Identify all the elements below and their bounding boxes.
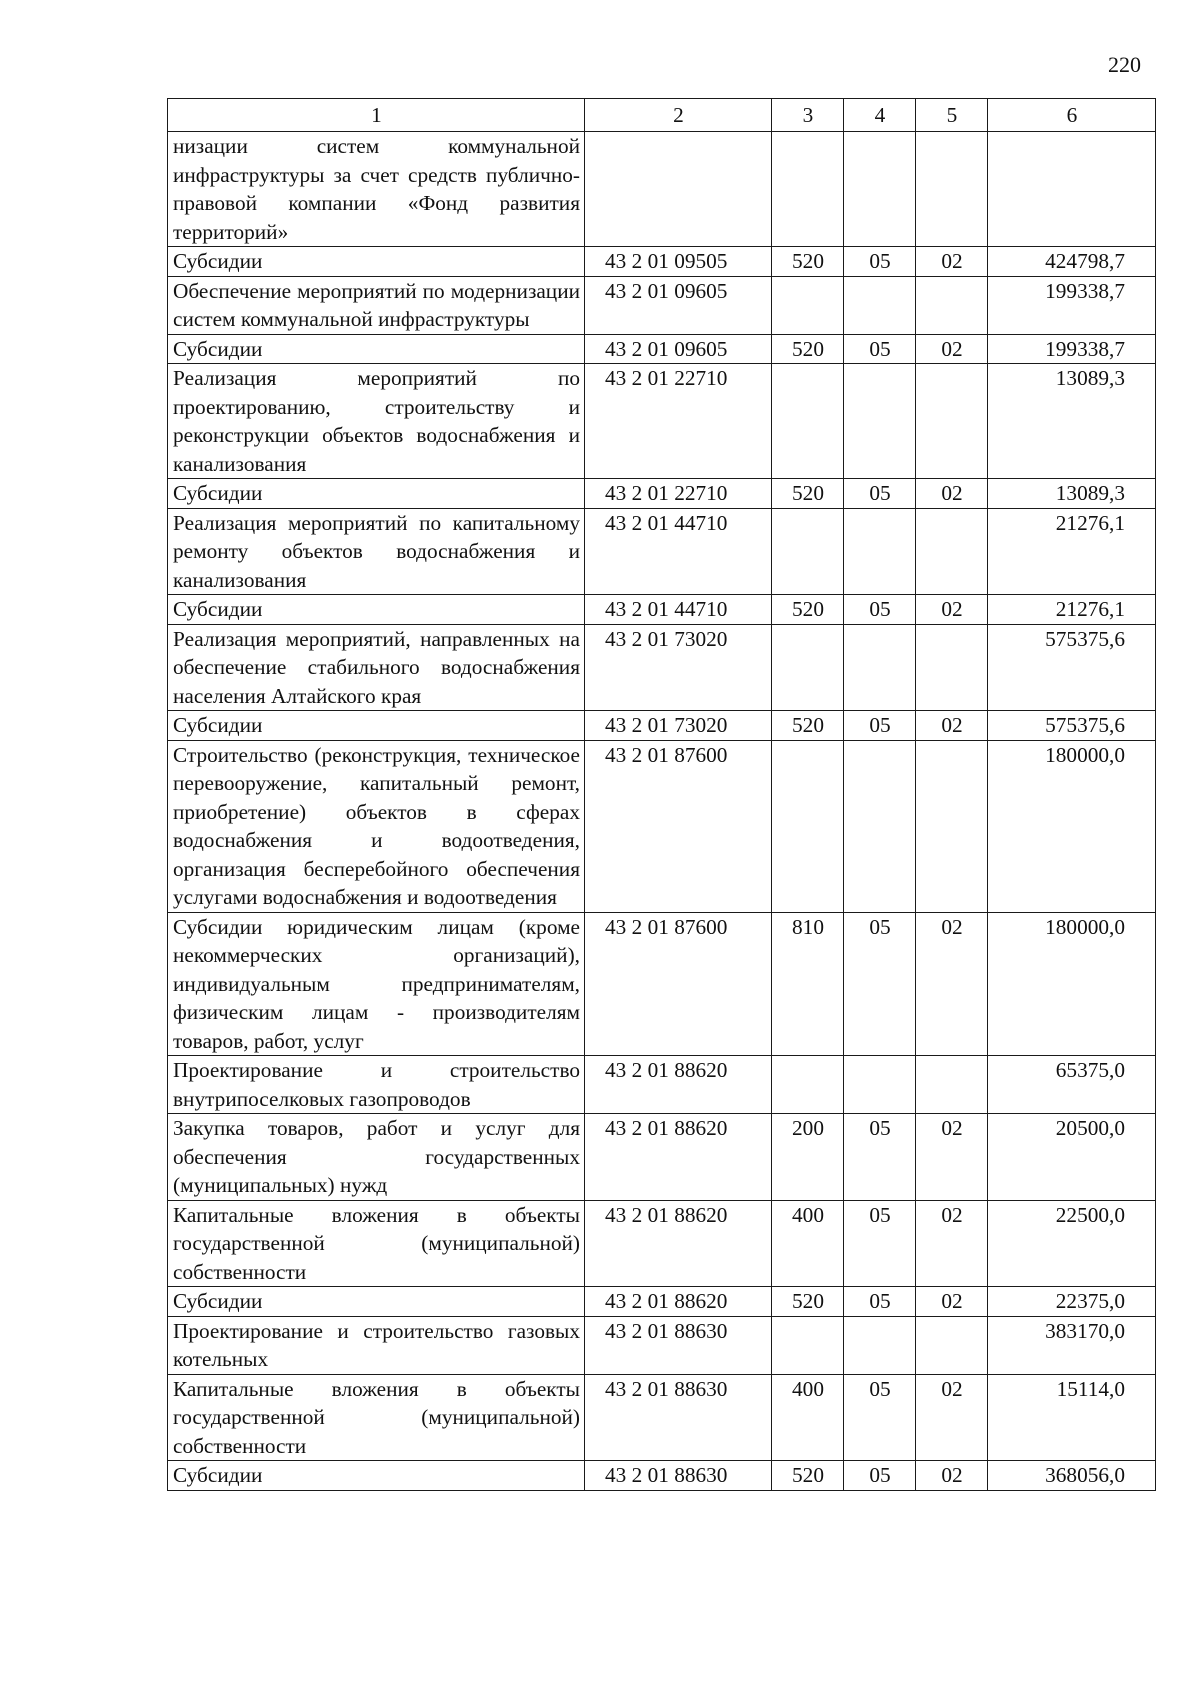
subsection-cell <box>916 132 988 247</box>
amount-cell: 21276,1 <box>988 595 1156 625</box>
expense-type-cell <box>772 740 844 912</box>
target-code-cell: 43 2 01 88620 <box>585 1287 772 1317</box>
table-row <box>168 132 1156 247</box>
header-col-5: 5 <box>916 99 988 132</box>
amount-cell: 65375,0 <box>988 1056 1156 1114</box>
table-row <box>168 1200 1156 1287</box>
target-code-cell: 43 2 01 44710 <box>585 508 772 595</box>
subsection-cell: 02 <box>916 1461 988 1491</box>
subsection-cell: 02 <box>916 247 988 277</box>
table-row <box>168 1374 1156 1461</box>
target-code-cell: 43 2 01 09605 <box>585 276 772 334</box>
item-name-cell: Субсидии <box>168 711 585 741</box>
page-number: 220 <box>1108 52 1141 77</box>
target-code-cell: 43 2 01 87600 <box>585 912 772 1056</box>
table-body <box>168 132 1156 1491</box>
subsection-cell: 02 <box>916 1200 988 1287</box>
item-name-cell: Реализация мероприятий по капитальному ремонту объектов водоснабжения и канализования <box>168 508 585 595</box>
header-col-3: 3 <box>772 99 844 132</box>
item-name-cell: Проектирование и строительство газовых котельных <box>168 1316 585 1374</box>
target-code-cell: 43 2 01 88630 <box>585 1316 772 1374</box>
section-cell: 05 <box>844 1287 916 1317</box>
header-col-1: 1 <box>168 99 585 132</box>
section-cell: 05 <box>844 1374 916 1461</box>
expense-type-cell <box>772 364 844 479</box>
target-code-cell: 43 2 01 88620 <box>585 1114 772 1201</box>
expense-type-cell: 520 <box>772 1287 844 1317</box>
table-row <box>168 1461 1156 1491</box>
expense-type-cell: 400 <box>772 1374 844 1461</box>
table-row <box>168 1316 1156 1374</box>
table-row <box>168 276 1156 334</box>
subsection-cell <box>916 1056 988 1114</box>
table-row <box>168 479 1156 509</box>
expense-type-cell: 520 <box>772 1461 844 1491</box>
expense-type-cell <box>772 624 844 711</box>
subsection-cell <box>916 740 988 912</box>
item-name-cell: Субсидии <box>168 1461 585 1491</box>
section-cell <box>844 1316 916 1374</box>
target-code-cell: 43 2 01 09605 <box>585 334 772 364</box>
amount-cell: 368056,0 <box>988 1461 1156 1491</box>
section-cell <box>844 1056 916 1114</box>
amount-cell: 15114,0 <box>988 1374 1156 1461</box>
table-row <box>168 595 1156 625</box>
subsection-cell: 02 <box>916 479 988 509</box>
item-name-cell: Реализация мероприятий по проектированию, строительству и реконструкции объектов водоснабжения и канализования <box>168 364 585 479</box>
amount-cell <box>988 132 1156 247</box>
subsection-cell <box>916 364 988 479</box>
expense-type-cell: 810 <box>772 912 844 1056</box>
amount-cell: 20500,0 <box>988 1114 1156 1201</box>
header-col-6: 6 <box>988 99 1156 132</box>
table-row <box>168 740 1156 912</box>
expense-type-cell: 520 <box>772 595 844 625</box>
header-col-4: 4 <box>844 99 916 132</box>
target-code-cell: 43 2 01 22710 <box>585 364 772 479</box>
header-row <box>168 99 1156 132</box>
amount-cell: 575375,6 <box>988 624 1156 711</box>
table-row <box>168 247 1156 277</box>
item-name-cell: Закупка товаров, работ и услуг для обеспечения государственных (муниципальных) нужд <box>168 1114 585 1201</box>
target-code-cell: 43 2 01 73020 <box>585 711 772 741</box>
item-name-cell: Обеспечение мероприятий по модернизации систем коммунальной инфраструктуры <box>168 276 585 334</box>
amount-cell: 424798,7 <box>988 247 1156 277</box>
table-row <box>168 364 1156 479</box>
section-cell: 05 <box>844 1114 916 1201</box>
target-code-cell: 43 2 01 88630 <box>585 1374 772 1461</box>
subsection-cell: 02 <box>916 711 988 741</box>
expense-type-cell: 520 <box>772 711 844 741</box>
header-col-2: 2 <box>585 99 772 132</box>
expense-type-cell: 520 <box>772 334 844 364</box>
item-name-cell: Проектирование и строительство внутрипоселковых газопроводов <box>168 1056 585 1114</box>
item-name-cell: Субсидии <box>168 1287 585 1317</box>
table-row <box>168 912 1156 1056</box>
subsection-cell <box>916 508 988 595</box>
table-row <box>168 334 1156 364</box>
table-row <box>168 1287 1156 1317</box>
item-name-cell: Реализация мероприятий, направленных на обеспечение стабильного водоснабжения населения Алтайского края <box>168 624 585 711</box>
expense-type-cell <box>772 1056 844 1114</box>
target-code-cell <box>585 132 772 247</box>
amount-cell: 199338,7 <box>988 276 1156 334</box>
subsection-cell: 02 <box>916 595 988 625</box>
expense-type-cell <box>772 276 844 334</box>
table-row <box>168 1114 1156 1201</box>
expense-type-cell <box>772 132 844 247</box>
item-name-cell: Капитальные вложения в объекты государственной (муниципальной) собственности <box>168 1374 585 1461</box>
subsection-cell <box>916 276 988 334</box>
section-cell <box>844 276 916 334</box>
subsection-cell: 02 <box>916 912 988 1056</box>
section-cell: 05 <box>844 711 916 741</box>
item-name-cell: Строительство (реконструкция, техническое перевооружение, капитальный ремонт, приобретение) объектов в сферах водоснабжения и водоотведения, организация бесперебойного обеспечения услугами водоснабжения и водоотведения <box>168 740 585 912</box>
target-code-cell: 43 2 01 87600 <box>585 740 772 912</box>
amount-cell: 22500,0 <box>988 1200 1156 1287</box>
section-cell <box>844 740 916 912</box>
expense-type-cell <box>772 508 844 595</box>
subsection-cell: 02 <box>916 1374 988 1461</box>
subsection-cell <box>916 1316 988 1374</box>
item-name-cell: Субсидии <box>168 595 585 625</box>
target-code-cell: 43 2 01 44710 <box>585 595 772 625</box>
target-code-cell: 43 2 01 88620 <box>585 1056 772 1114</box>
amount-cell: 180000,0 <box>988 740 1156 912</box>
target-code-cell: 43 2 01 22710 <box>585 479 772 509</box>
amount-cell: 383170,0 <box>988 1316 1156 1374</box>
table-row <box>168 508 1156 595</box>
section-cell <box>844 508 916 595</box>
budget-table <box>167 98 1156 1491</box>
expense-type-cell: 520 <box>772 247 844 277</box>
target-code-cell: 43 2 01 73020 <box>585 624 772 711</box>
expense-type-cell <box>772 1316 844 1374</box>
section-cell: 05 <box>844 1200 916 1287</box>
amount-cell: 575375,6 <box>988 711 1156 741</box>
item-name-cell: Субсидии <box>168 334 585 364</box>
section-cell: 05 <box>844 1461 916 1491</box>
item-name-cell: Капитальные вложения в объекты государственной (муниципальной) собственности <box>168 1200 585 1287</box>
subsection-cell <box>916 624 988 711</box>
amount-cell: 180000,0 <box>988 912 1156 1056</box>
item-name-cell: Субсидии <box>168 479 585 509</box>
table-row <box>168 711 1156 741</box>
section-cell: 05 <box>844 595 916 625</box>
item-name-cell: Субсидии <box>168 247 585 277</box>
subsection-cell: 02 <box>916 334 988 364</box>
section-cell: 05 <box>844 334 916 364</box>
amount-cell: 13089,3 <box>988 364 1156 479</box>
target-code-cell: 43 2 01 09505 <box>585 247 772 277</box>
section-cell <box>844 624 916 711</box>
table-row <box>168 1056 1156 1114</box>
subsection-cell: 02 <box>916 1287 988 1317</box>
table-row <box>168 624 1156 711</box>
section-cell: 05 <box>844 247 916 277</box>
section-cell: 05 <box>844 479 916 509</box>
item-name-cell: низации систем коммунальной инфраструктуры за счет средств публично-правовой компании «Фонд развития территорий» <box>168 132 585 247</box>
amount-cell: 22375,0 <box>988 1287 1156 1317</box>
section-cell <box>844 132 916 247</box>
expense-type-cell: 400 <box>772 1200 844 1287</box>
expense-type-cell: 200 <box>772 1114 844 1201</box>
amount-cell: 199338,7 <box>988 334 1156 364</box>
target-code-cell: 43 2 01 88620 <box>585 1200 772 1287</box>
item-name-cell: Субсидии юридическим лицам (кроме некоммерческих организаций), индивидуальным предпринимателям, физическим лицам - производителям товаров, работ, услуг <box>168 912 585 1056</box>
amount-cell: 13089,3 <box>988 479 1156 509</box>
section-cell: 05 <box>844 912 916 1056</box>
expense-type-cell: 520 <box>772 479 844 509</box>
target-code-cell: 43 2 01 88630 <box>585 1461 772 1491</box>
section-cell <box>844 364 916 479</box>
amount-cell: 21276,1 <box>988 508 1156 595</box>
subsection-cell: 02 <box>916 1114 988 1201</box>
